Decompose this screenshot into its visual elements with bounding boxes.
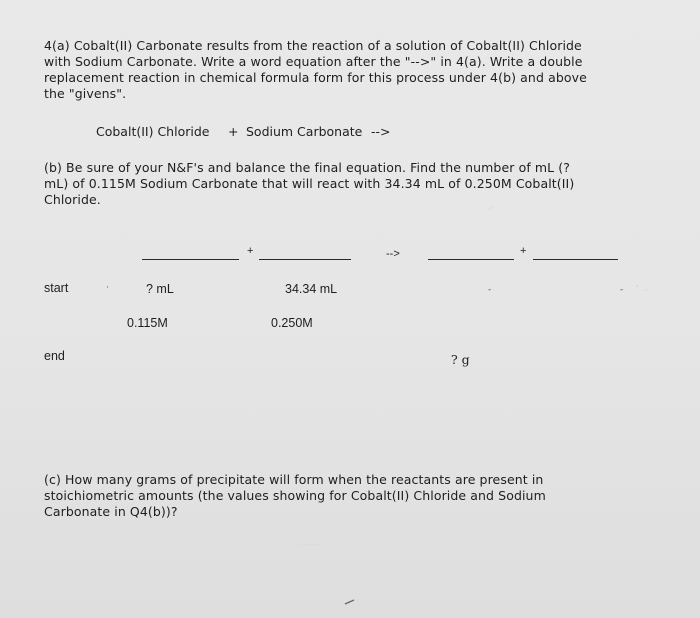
start-row-label: start (44, 281, 69, 295)
question-4b-line: Chloride. (44, 192, 101, 207)
word-equation-reactant-2: Sodium Carbonate (246, 124, 363, 139)
word-equation-arrow: --> (371, 124, 391, 139)
word-equation-reactant-1: Cobalt(II) Chloride (96, 124, 210, 139)
scan-smudge: ⁓⁓ · (300, 540, 327, 551)
question-4c-line: (c) How many grams of precipitate will form when the reactants are present in (44, 472, 544, 487)
stray-dash: - (488, 285, 492, 295)
stray-dash: - (620, 285, 624, 295)
product-1-blank[interactable] (428, 259, 514, 260)
sodium-carbonate-volume: ? mL (146, 282, 174, 296)
question-4c-text (44, 472, 546, 520)
question-4b-line: (b) Be sure of your N&F's and balance the final equation. Find the number of mL (? (44, 160, 571, 175)
question-4a-line: the "givens". (44, 86, 127, 101)
reactant-2-blank[interactable] (259, 259, 351, 260)
reactant-1-blank[interactable] (142, 259, 239, 260)
equation-plus-1: + (247, 245, 254, 257)
question-4b-text (44, 160, 574, 208)
product-2-blank[interactable] (533, 259, 618, 260)
question-4c-line: Carbonate in Q4(b))? (44, 504, 178, 519)
precipitate-mass-unknown: ? g (451, 352, 470, 367)
stray-dot: · (636, 282, 639, 292)
sodium-carbonate-molarity: 0.115M (127, 316, 168, 330)
stray-dot: · (106, 283, 109, 293)
scan-smudge: ⸝ (488, 201, 493, 212)
cobalt-chloride-volume: 34.34 mL (285, 282, 338, 296)
question-4a-line: 4(a) Cobalt(II) Carbonate results from the reaction of a solution of Cobalt(II) Chloride (44, 38, 582, 53)
word-equation-plus: + (228, 124, 239, 139)
question-4a-line: replacement reaction in chemical formula form for this process under 4(b) and above (44, 70, 587, 85)
end-row-label: end (44, 349, 65, 363)
cobalt-chloride-molarity: 0.250M (271, 316, 313, 330)
stray-dot: · (645, 286, 648, 296)
question-4a-text (44, 38, 587, 102)
question-4c-line: stoichiometric amounts (the values showing for Cobalt(II) Chloride and Sodium (44, 488, 546, 503)
question-4a-line: with Sodium Carbonate. Write a word equation after the "-->" in 4(a). Write a double (44, 54, 583, 69)
stray-mark-icon (344, 598, 356, 606)
equation-arrow: --> (386, 248, 400, 260)
equation-plus-2: + (520, 245, 527, 257)
question-4b-line: mL) of 0.115M Sodium Carbonate that will react with 34.34 mL of 0.250M Cobalt(II) (44, 176, 575, 191)
